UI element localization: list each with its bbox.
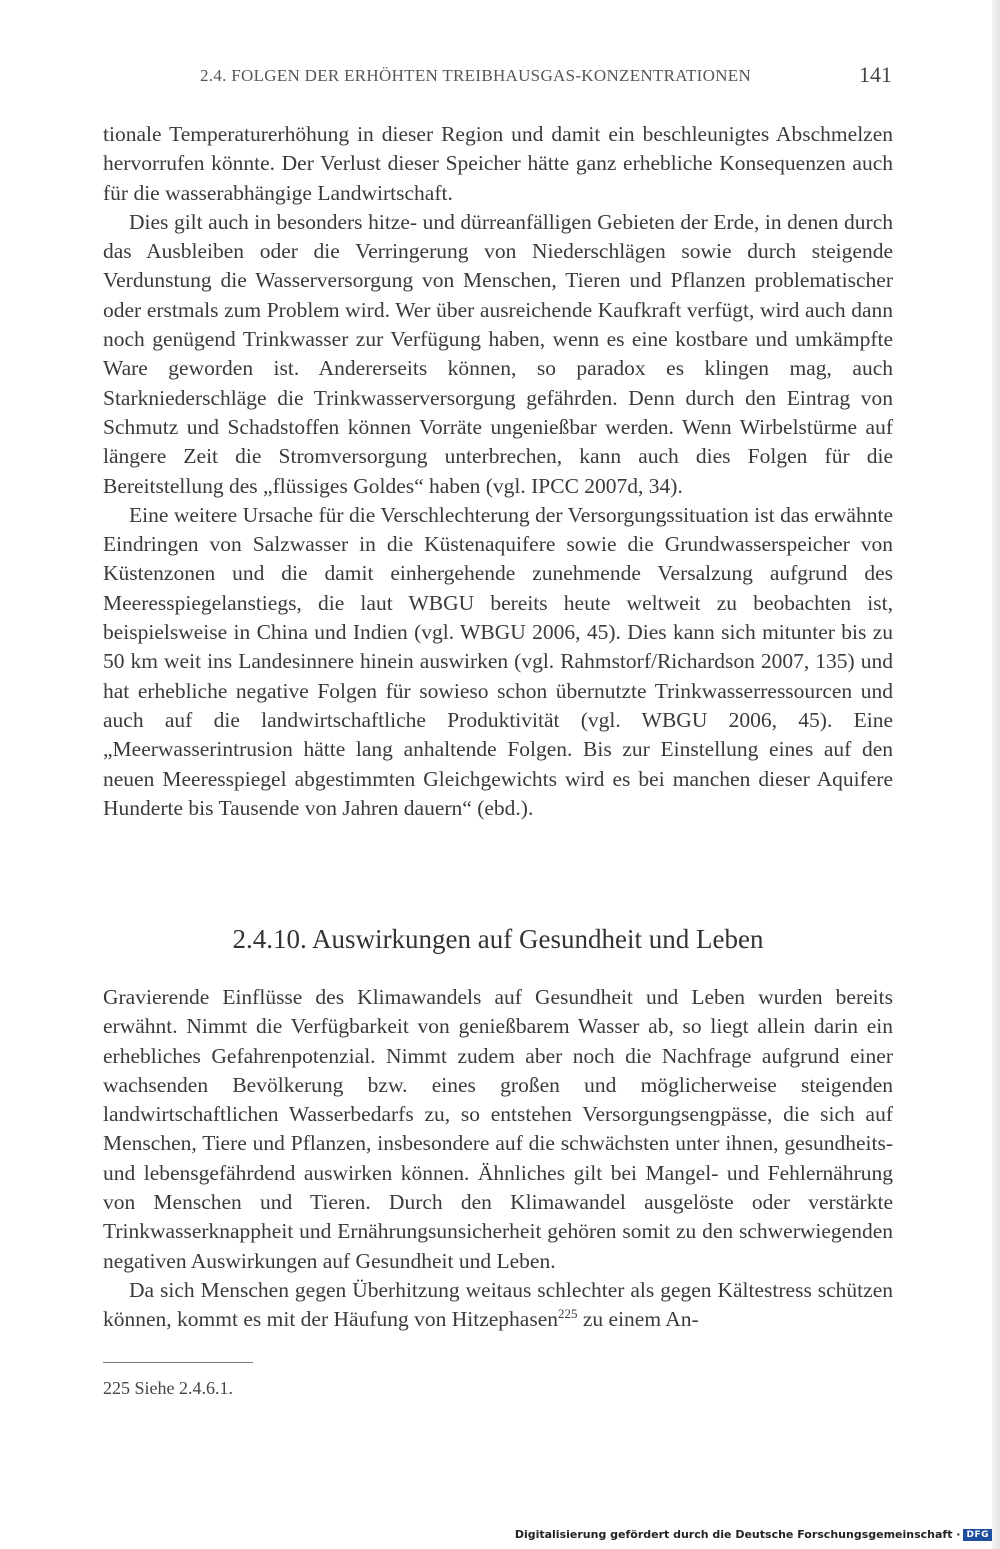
credit-text: Digitalisierung gefördert durch die Deutsche Forschungsgemeinschaft · [514, 1528, 961, 1541]
body-text [103, 120, 893, 823]
paragraph: Eine weitere Ursache für die Verschlechterung der Versorgungssituation ist das erwähnte Eindringen von Salzwasser in die Küstenaquifere sowie die Grundwasserspeicher von Küstenzonen und die damit einhergehende zunehmende Versalzung aufgrund des Meeresspiegelanstiegs, die laut WBGU bereits heute weltweit zu beobachten ist, beispielsweise in China und Indien (vgl. WBGU 2006, 45). Dies kann sich mitunter bis zu 50 km weit ins Landesinnere hinein auswirken (vgl. Rahmstorf/Richardson 2007, 135) und hat erhebliche negative Folgen für sowieso schon übernutzte Trinkwasserressourcen und auch auf die landwirtschaftliche Produktivität (vgl. WBGU 2006, 45). Eine „Meerwasserintrusion hätte lang anhaltende Folgen. Bis zur Einstellung eines auf den neuen Meeresspiegel abgestimmten Gleichgewichts wird es bei manchen dieser Aquifere Hunderte bis Tausende von Jahren dauern“ (ebd.). [103, 502, 893, 820]
paragraph: tionale Temperaturerhöhung in dieser Region und damit ein beschleunigtes Abschmelzen hervorrufen könnte. Der Verlust dieser Speicher hätte ganz erhebliche Konsequenzen auch für die wasserabhängige Landwirtschaft. [103, 122, 893, 205]
footnote-divider [103, 1362, 253, 1363]
footnote-reference[interactable]: 225 [558, 1306, 578, 1322]
section-text [103, 983, 893, 1335]
paragraph [103, 1276, 893, 1335]
page-number: 141 [859, 62, 892, 87]
dfg-logo: DFG [963, 1529, 992, 1541]
page-edge [992, 0, 1000, 1549]
paragraph-text: Da sich Menschen gegen Überhitzung weitaus schlechter als gegen Kältestress schützen können, kommt es mit der Häufung von Hitzephasen [103, 1277, 893, 1332]
paragraph: Dies gilt auch in besonders hitze- und dürreanfälligen Gebieten der Erde, in denen durch das Ausbleiben oder die Verringerung von Niederschlägen sowie durch steigende Verdunstung die Wasserversorgung von Menschen, Tieren und Pflanzen problematischer oder erstmals zum Problem wird. Wer über ausreichende Kaufkraft verfügt, wird auch dann noch genügend Trinkwasser zur Verfügung haben, wenn es eine kostbare und umkämpfte Ware geworden ist. Andererseits können, so paradox es klingen mag, auch Starkniederschläge die Trinkwasserversorgung gefährden. Denn durch den Eintrag von Schmutz und Schadstoffen können Vorräte ungenießbar werden. Wenn Wirbelstürme auf längere Zeit die Stromversorgung unterbrechen, kann auch dies Folgen für die Bereitstellung des „flüssiges Goldes“ haben (vgl. IPCC 2007d, 34). [103, 209, 893, 498]
digitization-credit [515, 1528, 992, 1541]
paragraph: Gravierende Einflüsse des Klimawandels auf Gesundheit und Leben wurden bereits erwähnt. Nimmt die Verfügbarkeit von genießbarem Wasser ab, so liegt allein darin ein erhebliches Gefahrenpotenzial. Nimmt zudem aber noch die Nachfrage aufgrund einer wachsenden Bevölkerung bzw. eines großen und möglicherweise steigenden landwirtschaftlichen Wasserbedarfs zu, so entstehen Versorgungsengpässe, die sich auf Menschen, Tiere und Pflanzen, insbesondere auf die schwächsten unter ihnen, gesundheits- und lebensgefährdend auswirken können. Ähnliches gilt bei Mangel- und Fehlernährung von Menschen und Tieren. Durch den Klimawandel ausgelöste oder verstärkte Trinkwasserknappheit und Ernährungsunsicherheit gehören somit zu den schwerwiegenden negativen Auswirkungen auf Gesundheit und Leben. [103, 985, 893, 1273]
page-header [200, 62, 892, 96]
section-heading: 2.4.10. Auswirkungen auf Gesundheit und Leben [232, 924, 764, 954]
paragraph-text: zu einem An- [577, 1307, 699, 1332]
running-head: 2.4. FOLGEN DER ERHÖHTEN TREIBHAUSGAS-KONZENTRATIONEN [200, 66, 752, 85]
footnote: 225 Siehe 2.4.6.1. [103, 1378, 233, 1398]
